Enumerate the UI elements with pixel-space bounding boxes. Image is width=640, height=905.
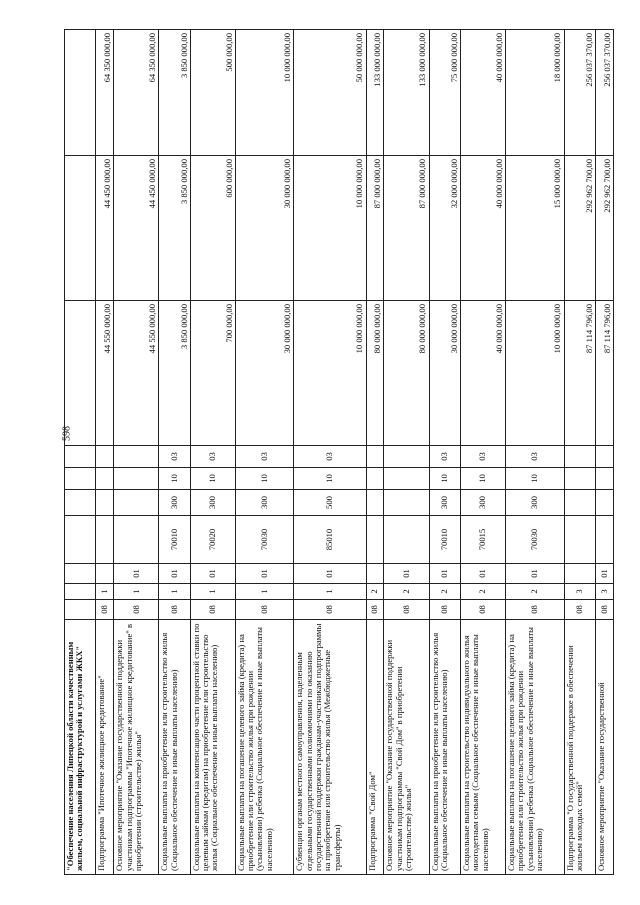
amount-cell-1: 80 000 000,00 xyxy=(384,301,429,446)
page-number: 598 xyxy=(61,426,73,441)
rz-cell xyxy=(114,468,159,490)
amount-cell-1: 30 000 000,00 xyxy=(235,301,294,446)
table-row xyxy=(596,30,614,875)
table-row xyxy=(159,30,190,875)
dir-cell: 70030 xyxy=(235,516,294,564)
dir-cell xyxy=(96,516,114,564)
amount-cell-2: 44 450 000,00 xyxy=(96,156,114,301)
pr-cell: 03 xyxy=(235,446,294,468)
amount-cell-3: 133 000 000,00 xyxy=(384,30,429,156)
name-cell: Социальные выплаты на компенсацию части процентной ставки по целевым займам (кредитам) на приобретение или строительство жилья (Социальное обеспечение и иные выплаты населению) xyxy=(190,620,235,875)
vr-cell: 500 xyxy=(294,490,366,516)
vr-cell xyxy=(114,490,159,516)
amount-cell-2 xyxy=(65,156,96,301)
pr-cell xyxy=(114,446,159,468)
amount-cell-1 xyxy=(65,301,96,446)
name-cell: Социальные выплаты на приобретение или строительство жилья (Социальное обеспечение и иные выплаты населению) xyxy=(159,620,190,875)
budget-table xyxy=(61,29,614,875)
table-row xyxy=(460,30,505,875)
vr-cell xyxy=(384,490,429,516)
amount-cell-3: 500 000,00 xyxy=(190,30,235,156)
rotated-table-container xyxy=(61,30,614,875)
pp-cell: 2 xyxy=(460,584,505,600)
pr-cell: 03 xyxy=(294,446,366,468)
rz-cell xyxy=(596,468,614,490)
amount-cell-3: 18 000 000,00 xyxy=(505,30,564,156)
name-cell: Подпрограмма "О государственной поддержке в обеспечении жильем молодых семей" xyxy=(564,620,595,875)
name-cell: Социальные выплаты на погашение целевого займа (кредита) на приобретение или строительство жилья при рождении (усыновлении) ребенка (Социальное обеспечение и иные выплаты населению) xyxy=(505,620,564,875)
pp-cell: 3 xyxy=(564,584,595,600)
amount-cell-1: 700 000,00 xyxy=(190,301,235,446)
pp-cell xyxy=(65,584,96,600)
rz-cell xyxy=(366,468,384,490)
amount-cell-2: 600 000,00 xyxy=(190,156,235,301)
vr-cell: 300 xyxy=(460,490,505,516)
amount-cell-2: 292 962 700,00 xyxy=(564,156,595,301)
om-cell: 01 xyxy=(190,564,235,584)
amount-cell-2: 30 000 000,00 xyxy=(235,156,294,301)
table-row xyxy=(429,30,460,875)
pr-cell xyxy=(366,446,384,468)
name-cell: Основное мероприятие "Оказание государственной поддержки участникам подпрограммы "Ипотечное жилищное кредитование" в приобретении (строительстве) жилья" xyxy=(114,620,159,875)
dir-cell: 70020 xyxy=(190,516,235,564)
pr-cell xyxy=(564,446,595,468)
pr-cell xyxy=(96,446,114,468)
om-cell: 01 xyxy=(460,564,505,584)
pr-cell: 03 xyxy=(429,446,460,468)
pr-cell: 03 xyxy=(460,446,505,468)
dir-cell xyxy=(596,516,614,564)
gp-cell: 08 xyxy=(235,600,294,620)
pp-cell: 1 xyxy=(294,584,366,600)
table-row xyxy=(96,30,114,875)
amount-cell-2: 40 000 000,00 xyxy=(460,156,505,301)
amount-cell-3: 133 000 000,00 xyxy=(366,30,384,156)
table-row xyxy=(65,30,96,875)
table-row xyxy=(505,30,564,875)
pr-cell xyxy=(384,446,429,468)
om-cell: 01 xyxy=(505,564,564,584)
om-cell: 01 xyxy=(294,564,366,584)
amount-cell-3: 256 037 370,00 xyxy=(596,30,614,156)
name-cell: Подпрограмма "Свой Дом" xyxy=(366,620,384,875)
pp-cell: 3 xyxy=(596,584,614,600)
vr-cell xyxy=(596,490,614,516)
dir-cell: 70010 xyxy=(159,516,190,564)
rz-cell: 10 xyxy=(505,468,564,490)
om-cell: 01 xyxy=(429,564,460,584)
vr-cell: 300 xyxy=(190,490,235,516)
gp-cell: 08 xyxy=(114,600,159,620)
amount-cell-2: 32 000 000,00 xyxy=(429,156,460,301)
pp-cell: 1 xyxy=(159,584,190,600)
amount-cell-2: 44 450 000,00 xyxy=(114,156,159,301)
amount-cell-3: 40 000 000,00 xyxy=(460,30,505,156)
pr-cell xyxy=(596,446,614,468)
amount-cell-1: 87 114 796,00 xyxy=(564,301,595,446)
dir-cell xyxy=(366,516,384,564)
amount-cell-3: 10 000 000,00 xyxy=(235,30,294,156)
dir-cell: 85010 xyxy=(294,516,366,564)
rz-cell: 10 xyxy=(294,468,366,490)
pp-cell: 2 xyxy=(366,584,384,600)
vr-cell: 300 xyxy=(235,490,294,516)
rz-cell xyxy=(384,468,429,490)
pp-cell: 1 xyxy=(114,584,159,600)
name-cell: Субвенции органам местного самоуправления, наделенным отдельными государственными полномочиями по оказанию государственной поддержки гражданам-участникам подпрограммы на приобретение или строительство жилья (Межбюджетные трансферты) xyxy=(294,620,366,875)
amount-cell-2: 10 000 000,00 xyxy=(294,156,366,301)
name-cell: Основное мероприятие "Оказание государственной xyxy=(596,620,614,875)
amount-cell-2: 3 850 000,00 xyxy=(159,156,190,301)
gp-cell: 08 xyxy=(159,600,190,620)
om-cell: 01 xyxy=(384,564,429,584)
vr-cell xyxy=(96,490,114,516)
table-row xyxy=(190,30,235,875)
om-cell: 01 xyxy=(114,564,159,584)
name-cell: Подпрограмма "Ипотечное жилищное кредитование" xyxy=(96,620,114,875)
om-cell xyxy=(96,564,114,584)
rz-cell: 10 xyxy=(429,468,460,490)
om-cell xyxy=(65,564,96,584)
gp-cell: 08 xyxy=(366,600,384,620)
name-cell: Социальные выплаты на приобретение или строительство жилья (Социальное обеспечение и иные выплаты населению) xyxy=(429,620,460,875)
amount-cell-3: 75 000 000,00 xyxy=(429,30,460,156)
amount-cell-2: 292 962 700,00 xyxy=(596,156,614,301)
table-body xyxy=(65,30,614,875)
amount-cell-1: 80 000 000,00 xyxy=(366,301,384,446)
vr-cell: 300 xyxy=(429,490,460,516)
om-cell xyxy=(366,564,384,584)
pp-cell: 2 xyxy=(429,584,460,600)
dir-cell: 70015 xyxy=(460,516,505,564)
amount-cell-1: 10 000 000,00 xyxy=(505,301,564,446)
om-cell: 01 xyxy=(159,564,190,584)
amount-cell-1: 3 850 000,00 xyxy=(159,301,190,446)
pr-cell: 03 xyxy=(190,446,235,468)
amount-cell-1: 40 000 000,00 xyxy=(460,301,505,446)
vr-cell xyxy=(366,490,384,516)
amount-cell-2: 87 000 000,00 xyxy=(366,156,384,301)
om-cell xyxy=(564,564,595,584)
table-row xyxy=(235,30,294,875)
pp-cell: 2 xyxy=(505,584,564,600)
amount-cell-1: 10 000 000,00 xyxy=(294,301,366,446)
gp-cell: 08 xyxy=(460,600,505,620)
rz-cell xyxy=(564,468,595,490)
amount-cell-1: 44 550 000,00 xyxy=(114,301,159,446)
rz-cell: 10 xyxy=(190,468,235,490)
amount-cell-3: 64 350 000,00 xyxy=(96,30,114,156)
dir-cell xyxy=(114,516,159,564)
rz-cell: 10 xyxy=(460,468,505,490)
table-row xyxy=(366,30,384,875)
vr-cell xyxy=(564,490,595,516)
pr-cell: 03 xyxy=(505,446,564,468)
gp-cell: 08 xyxy=(429,600,460,620)
gp-cell: 08 xyxy=(384,600,429,620)
amount-cell-1: 44 550 000,00 xyxy=(96,301,114,446)
rz-cell xyxy=(65,468,96,490)
name-cell: Социальные выплаты на погашение целевого займа (кредита) на приобретение или строительство жилья при рождении (усыновлении) ребенка (Социальное обеспечение и иные выплаты населению) xyxy=(235,620,294,875)
amount-cell-3: 256 037 370,00 xyxy=(564,30,595,156)
amount-cell-3: 64 350 000,00 xyxy=(114,30,159,156)
pr-cell xyxy=(65,446,96,468)
gp-cell: 08 xyxy=(596,600,614,620)
om-cell: 01 xyxy=(235,564,294,584)
amount-cell-3: 50 000 000,00 xyxy=(294,30,366,156)
table-row xyxy=(384,30,429,875)
name-cell: Социальные выплаты на строительство индивидуального жилья многодетным семьям (Социальное обеспечение и иные выплаты населению) xyxy=(460,620,505,875)
gp-cell: 08 xyxy=(505,600,564,620)
pp-cell: 1 xyxy=(96,584,114,600)
dir-cell xyxy=(65,516,96,564)
rz-cell: 10 xyxy=(235,468,294,490)
gp-cell xyxy=(65,600,96,620)
amount-cell-3 xyxy=(65,30,96,156)
table-row xyxy=(114,30,159,875)
amount-cell-2: 87 000 000,00 xyxy=(384,156,429,301)
vr-cell: 300 xyxy=(505,490,564,516)
gp-cell: 08 xyxy=(294,600,366,620)
name-cell: "Обеспечение населения Липецкой области качественным жильем, социальной инфраструктурой и услугами ЖКХ" xyxy=(65,620,96,875)
dir-cell xyxy=(564,516,595,564)
pp-cell: 1 xyxy=(190,584,235,600)
gp-cell: 08 xyxy=(96,600,114,620)
table-row xyxy=(294,30,366,875)
om-cell: 01 xyxy=(596,564,614,584)
pr-cell: 03 xyxy=(159,446,190,468)
rz-cell: 10 xyxy=(159,468,190,490)
vr-cell xyxy=(65,490,96,516)
dir-cell xyxy=(384,516,429,564)
gp-cell: 08 xyxy=(190,600,235,620)
pp-cell: 2 xyxy=(384,584,429,600)
vr-cell: 300 xyxy=(159,490,190,516)
amount-cell-1: 30 000 000,00 xyxy=(429,301,460,446)
dir-cell: 70030 xyxy=(505,516,564,564)
dir-cell: 70010 xyxy=(429,516,460,564)
table-row xyxy=(564,30,595,875)
gp-cell: 08 xyxy=(564,600,595,620)
rz-cell xyxy=(96,468,114,490)
name-cell: Основное мероприятие "Оказание государственной поддержки участникам подпрограммы "Свой Дом" в приобретении (строительстве) жилья" xyxy=(384,620,429,875)
pp-cell: 1 xyxy=(235,584,294,600)
amount-cell-3: 3 850 000,00 xyxy=(159,30,190,156)
amount-cell-2: 15 000 000,00 xyxy=(505,156,564,301)
amount-cell-1: 87 114 796,00 xyxy=(596,301,614,446)
